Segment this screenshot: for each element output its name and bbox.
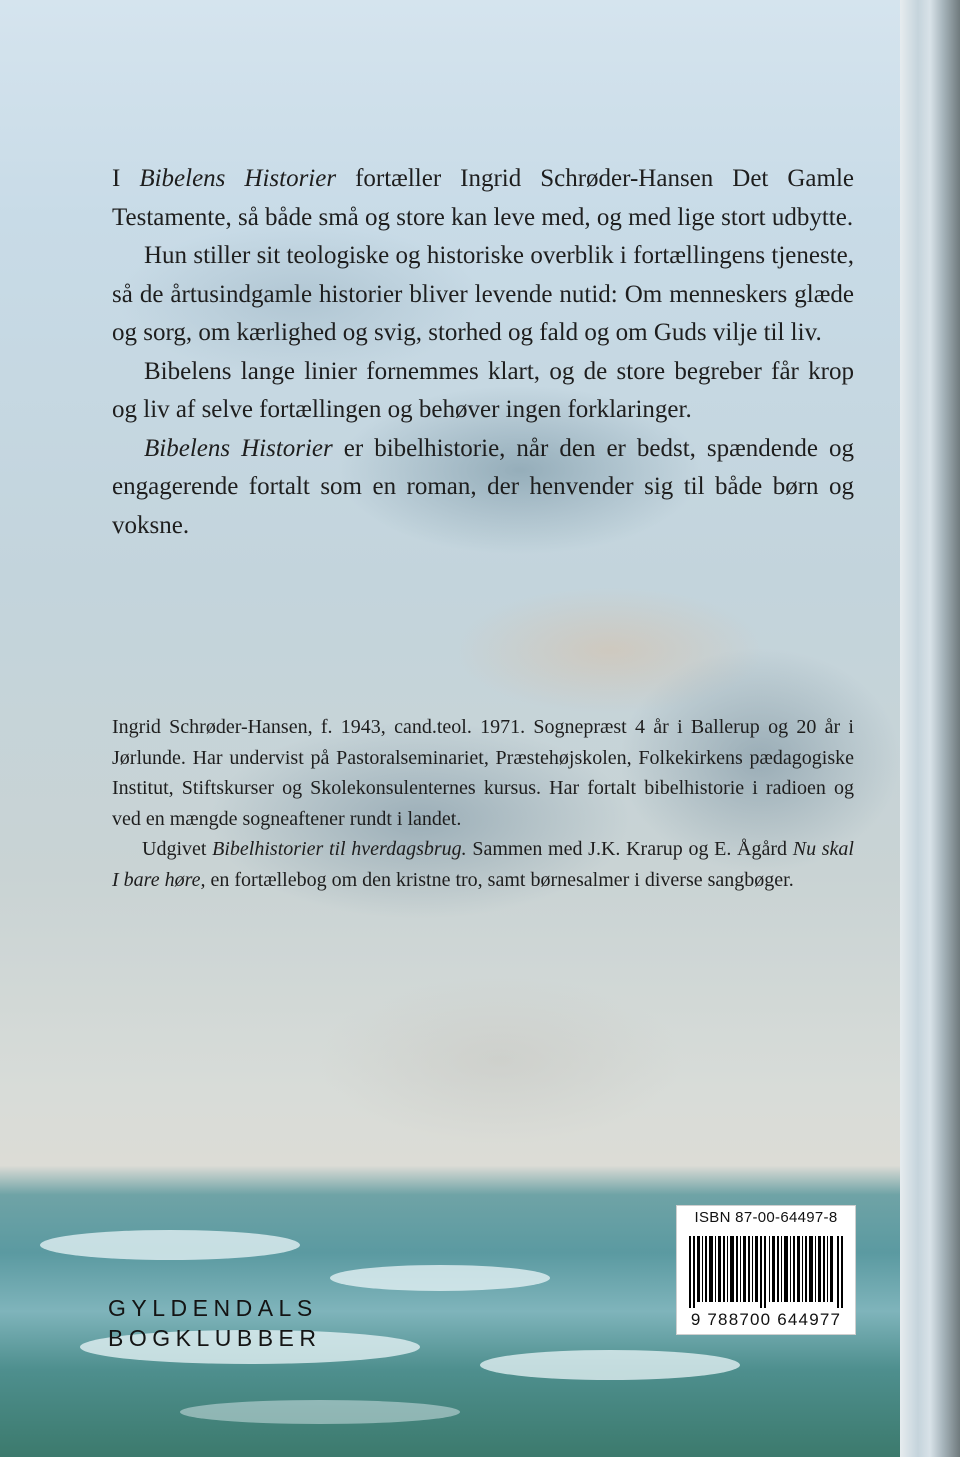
barcode-icon [689, 1236, 843, 1308]
blurb-paragraph: Hun stiller sit teologiske og historiske overblik i fortællingens tjeneste, så de årtusindgamle historier bliver levende nutid: Om menneskers glæde og sorg, om kærlighed og svig, storhed og fald og om Guds vilje til liv. [112, 242, 854, 346]
blurb-paragraph: I Bibelens Historier fortæller Ingrid Schrøder-Hansen Det Gamle Testamente, så både små og store kan leve med, og med lige stort udbytte. [112, 165, 854, 231]
wave-foam [480, 1350, 740, 1380]
publisher-logo [108, 1293, 322, 1353]
bio-paragraph: Ingrid Schrøder-Hansen, f. 1943, cand.teol. 1971. Sognepræst 4 år i Ballerup og 20 år i Jørlunde. Har undervist på Pastoralseminariet, Præstehøjskolen, Folkekirkens pædagogiske Institut, Stiftskurser og Skolekonsulenternes kursus. Har fortalt bibelhistorie i radioen og ved en mængde sogneaftener rundt i landet. [112, 716, 854, 830]
author-bio [112, 712, 854, 895]
wave-foam [40, 1230, 300, 1260]
blurb [112, 160, 854, 545]
blurb-paragraph: Bibelens lange linier fornemmes klart, og de store begreber får krop og liv af selve fortællingen og behøver ingen forklaringer. [112, 357, 854, 423]
bio-paragraph: Udgivet Bibelhistorier til hverdagsbrug. Sammen med J.K. Krarup og E. Ågård Nu skal I bare høre, en fortællebog om den kristne tro, samt børnesalmer i diverse sangbøger. [112, 838, 854, 891]
isbn-number: ISBN 87-00-64497-8 [694, 1209, 838, 1226]
ean-number: 9 788700 644977 [690, 1310, 842, 1329]
wave-foam [180, 1400, 460, 1424]
book-spine [900, 0, 960, 1457]
wave-foam [330, 1265, 550, 1291]
publisher-line: GYLDENDALS [108, 1295, 318, 1321]
barcode-label [676, 1205, 856, 1335]
publisher-line: BOGKLUBBER [108, 1325, 322, 1351]
blurb-paragraph: Bibelens Historier er bibelhistorie, når den er bedst, spændende og engagerende fortalt som en roman, der henvender sig til både børn og voksne. [112, 434, 854, 539]
